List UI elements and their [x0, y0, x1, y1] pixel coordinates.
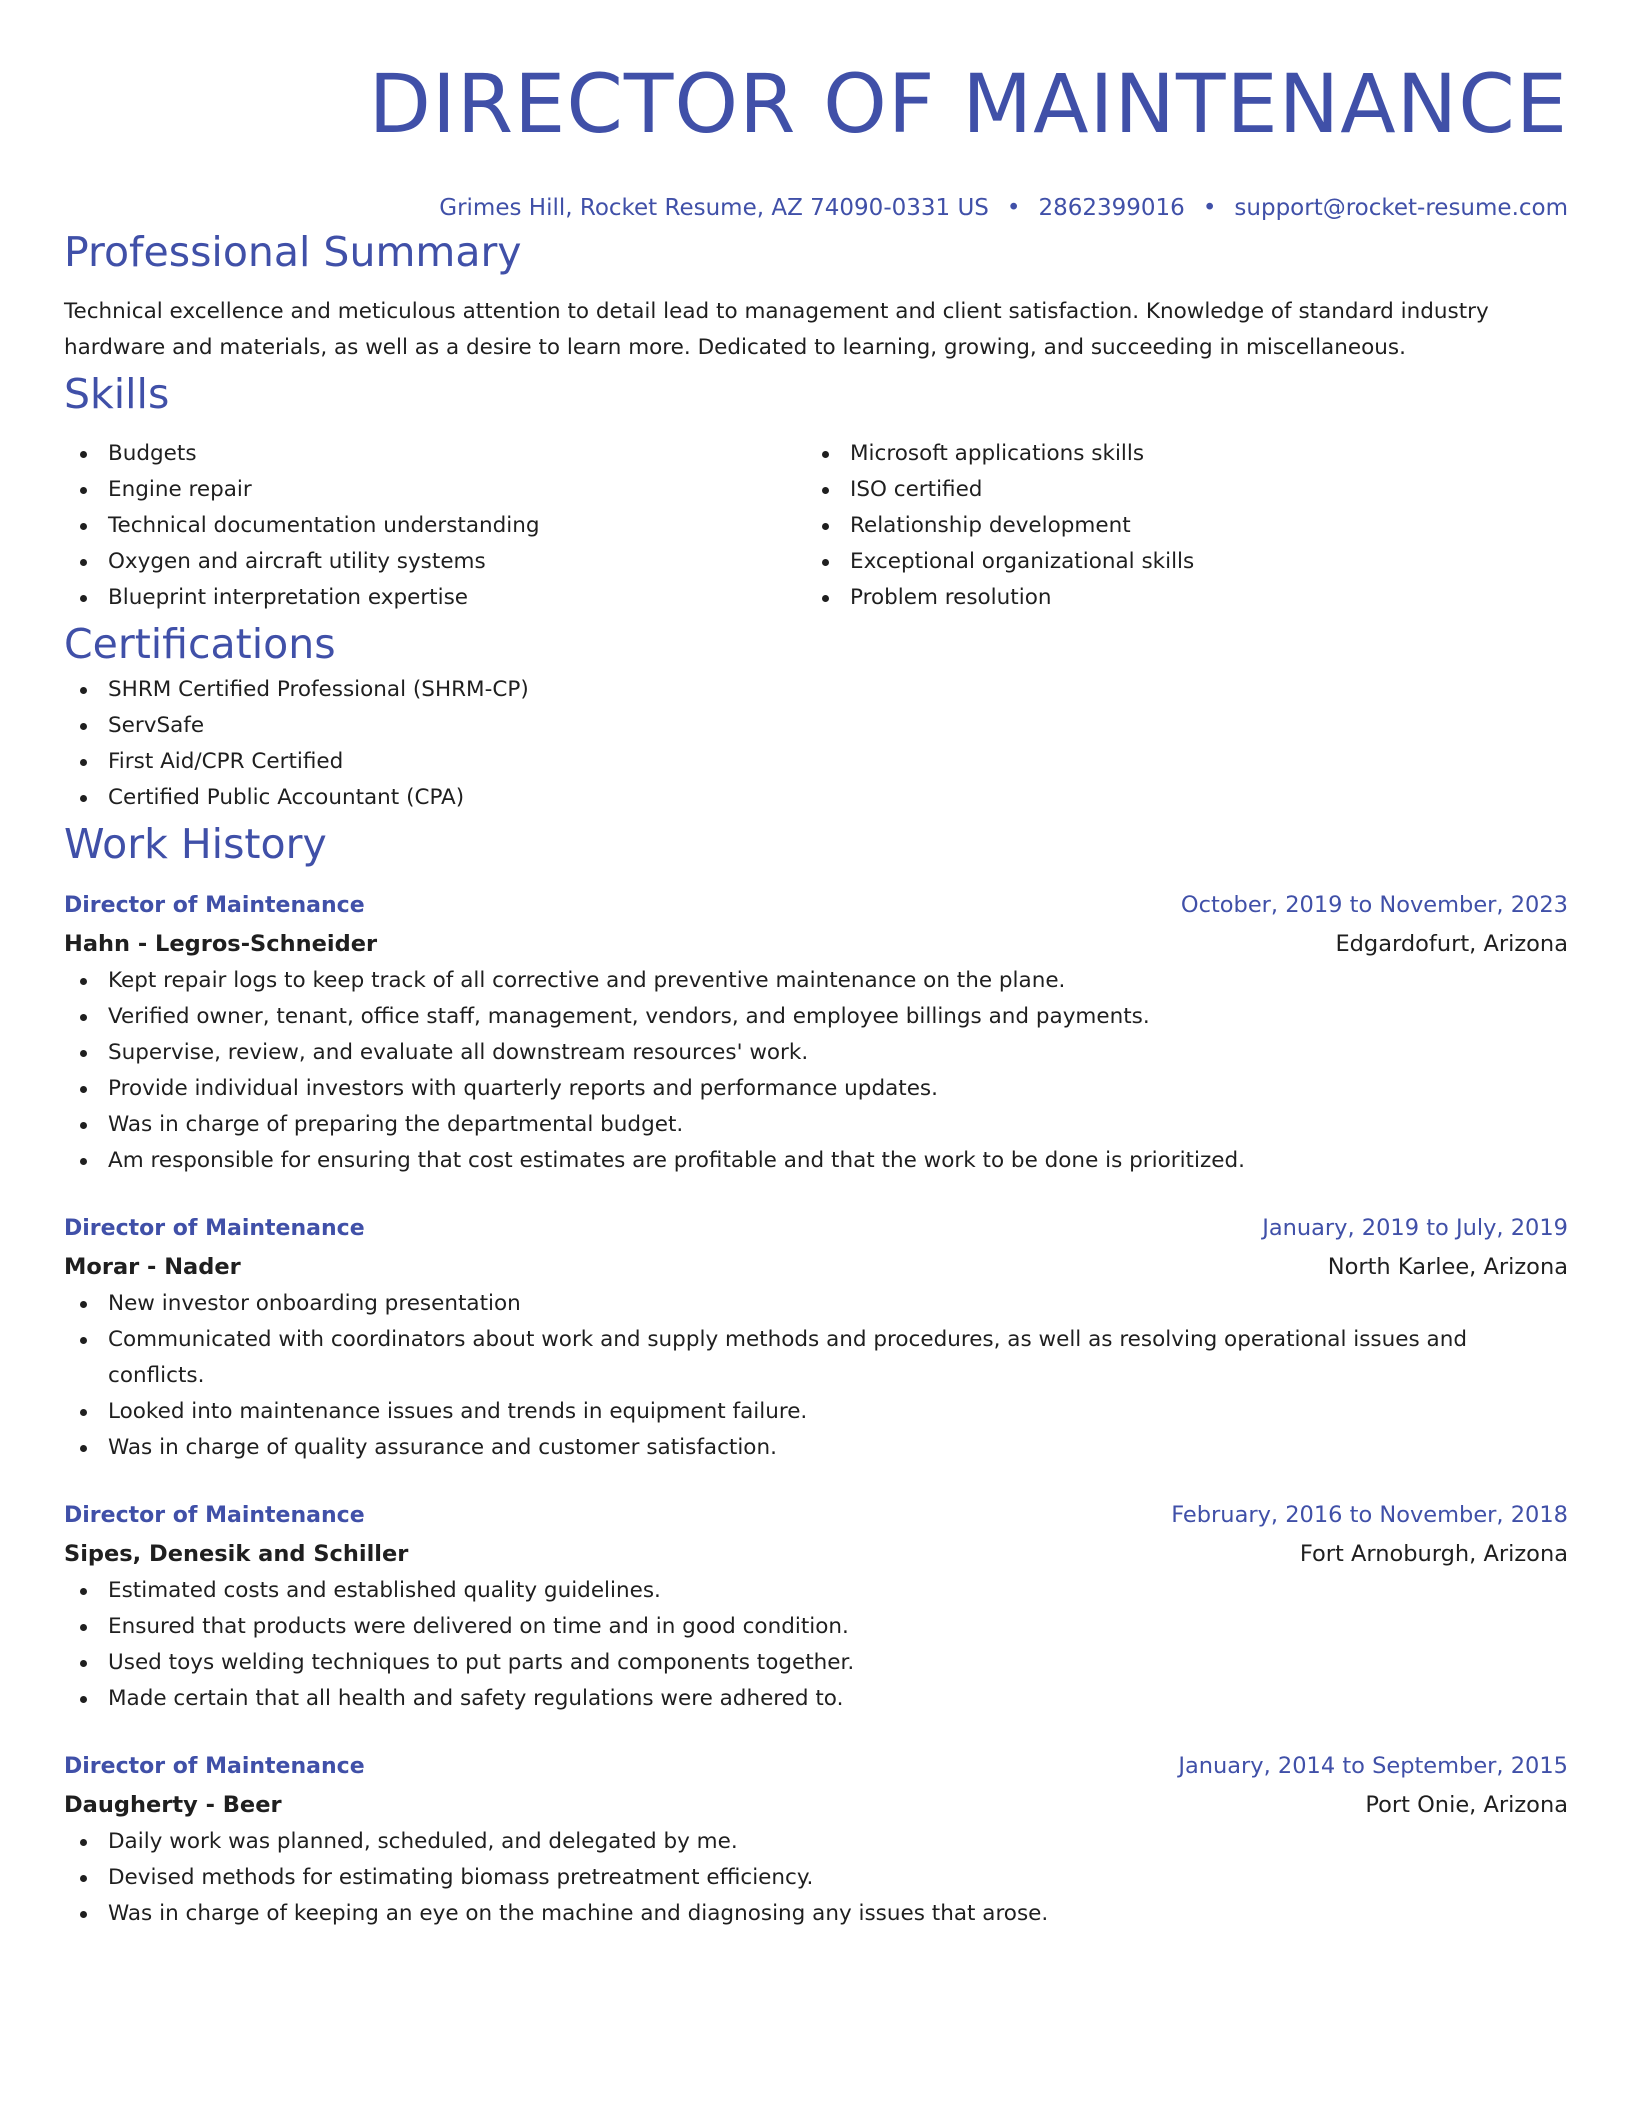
job-bullet: Was in charge of keeping an eye on the machine and diagnosing any issues that arose. [64, 1896, 1568, 1932]
job-company: Daugherty - Beer [64, 1792, 282, 1818]
skill-item: Blueprint interpretation expertise [64, 580, 806, 616]
skills-column-left [64, 436, 806, 616]
certification-item: Certified Public Accountant (CPA) [64, 780, 1568, 816]
job-bullet-list [64, 1824, 1568, 1932]
job-location: Port Onie, Arizona [1365, 1792, 1568, 1818]
job-bullet: Am responsible for ensuring that cost estimates are profitable and that the work to be done is prioritized. [64, 1143, 1568, 1179]
job-company: Morar - Nader [64, 1254, 241, 1280]
job-bullet: Made certain that all health and safety regulations were adhered to. [64, 1681, 1568, 1717]
summary-heading: Professional Summary [64, 228, 522, 276]
skill-item: Exceptional organizational skills [806, 544, 1548, 580]
job-entry [64, 886, 1568, 1179]
job-company-row [64, 1248, 1568, 1286]
job-bullet: Was in charge of quality assurance and customer satisfaction. [64, 1430, 1568, 1466]
job-bullet: Looked into maintenance issues and trends in equipment failure. [64, 1394, 1568, 1430]
contact-email[interactable]: support@rocket-resume.com [1234, 195, 1568, 221]
job-bullet-list [64, 1573, 1568, 1717]
certification-item: First Aid/CPR Certified [64, 744, 1568, 780]
skill-item: Problem resolution [806, 580, 1548, 616]
job-bullet: Communicated with coordinators about work and supply methods and procedures, as well as resolving operational issues and conflicts. [64, 1322, 1568, 1394]
job-header-row [64, 886, 1568, 925]
resume-name: DIRECTOR OF MAINTENANCE [368, 58, 1568, 152]
job-company: Sipes, Denesik and Schiller [64, 1541, 409, 1567]
job-bullet: New investor onboarding presentation [64, 1286, 1568, 1322]
job-location: Fort Arnoburgh, Arizona [1299, 1541, 1568, 1567]
job-header-row [64, 1747, 1568, 1786]
skills-list-right [806, 436, 1548, 616]
skills-heading: Skills [64, 370, 170, 418]
skill-item: Technical documentation understanding [64, 508, 806, 544]
job-header-row [64, 1209, 1568, 1248]
job-header-row [64, 1496, 1568, 1535]
job-company: Hahn - Legros-Schneider [64, 931, 378, 957]
job-title: Director of Maintenance [64, 1216, 365, 1241]
job-bullet: Daily work was planned, scheduled, and delegated by me. [64, 1824, 1568, 1860]
job-company-row [64, 1786, 1568, 1824]
job-bullet: Ensured that products were delivered on time and in good condition. [64, 1609, 1568, 1645]
job-entry [64, 1747, 1568, 1932]
skills-list-left [64, 436, 806, 616]
job-bullet: Estimated costs and established quality guidelines. [64, 1573, 1568, 1609]
job-bullet: Provide individual investors with quarterly reports and performance updates. [64, 1071, 1568, 1107]
skill-item: Engine repair [64, 472, 806, 508]
job-bullet: Supervise, review, and evaluate all downstream resources' work. [64, 1035, 1568, 1071]
certification-item: ServSafe [64, 708, 1568, 744]
contact-address: Grimes Hill, Rocket Resume, AZ 74090-0331 US [439, 195, 989, 221]
job-title: Director of Maintenance [64, 1754, 365, 1779]
job-bullet: Used toys welding techniques to put parts and components together. [64, 1645, 1568, 1681]
job-entry [64, 1209, 1568, 1466]
job-company-row [64, 1535, 1568, 1573]
contact-line [64, 192, 1568, 224]
job-bullet: Kept repair logs to keep track of all corrective and preventive maintenance on the plane. [64, 963, 1568, 999]
skill-item: Oxygen and aircraft utility systems [64, 544, 806, 580]
skills-columns [64, 436, 1568, 616]
job-dates: February, 2016 to November, 2018 [1171, 1502, 1568, 1528]
job-dates: January, 2014 to September, 2015 [1178, 1753, 1568, 1779]
job-bullet-list [64, 1286, 1568, 1466]
job-entry [64, 1496, 1568, 1717]
job-dates: January, 2019 to July, 2019 [1262, 1215, 1568, 1241]
job-bullet: Verified owner, tenant, office staff, management, vendors, and employee billings and payments. [64, 999, 1568, 1035]
job-location: North Karlee, Arizona [1327, 1254, 1568, 1280]
skill-item: ISO certified [806, 472, 1548, 508]
work-history-heading: Work History [64, 820, 327, 868]
certifications-list [64, 672, 1568, 816]
contact-phone: 2862399016 [1038, 195, 1185, 221]
job-title: Director of Maintenance [64, 1503, 365, 1528]
skill-item: Budgets [64, 436, 806, 472]
certification-item: SHRM Certified Professional (SHRM-CP) [64, 672, 1568, 708]
skills-column-right [806, 436, 1548, 616]
summary-text: Technical excellence and meticulous attention to detail lead to management and client satisfaction. Knowledge of standard industry hardware and materials, as well as a desire to learn more. Dedicated to learning, growing, and succeeding in miscellaneous. [64, 299, 1489, 360]
job-bullet: Was in charge of preparing the departmental budget. [64, 1107, 1568, 1143]
job-bullet: Devised methods for estimating biomass pretreatment efficiency. [64, 1860, 1568, 1896]
job-title: Director of Maintenance [64, 893, 365, 918]
job-bullet-list [64, 963, 1568, 1179]
skill-item: Microsoft applications skills [806, 436, 1548, 472]
job-company-row [64, 925, 1568, 963]
certifications-heading: Certifications [64, 620, 336, 668]
contact-separator: • [1202, 195, 1217, 221]
skill-item: Relationship development [806, 508, 1548, 544]
job-dates: October, 2019 to November, 2023 [1180, 892, 1568, 918]
job-location: Edgardofurt, Arizona [1335, 931, 1568, 957]
contact-separator: • [1006, 195, 1021, 221]
